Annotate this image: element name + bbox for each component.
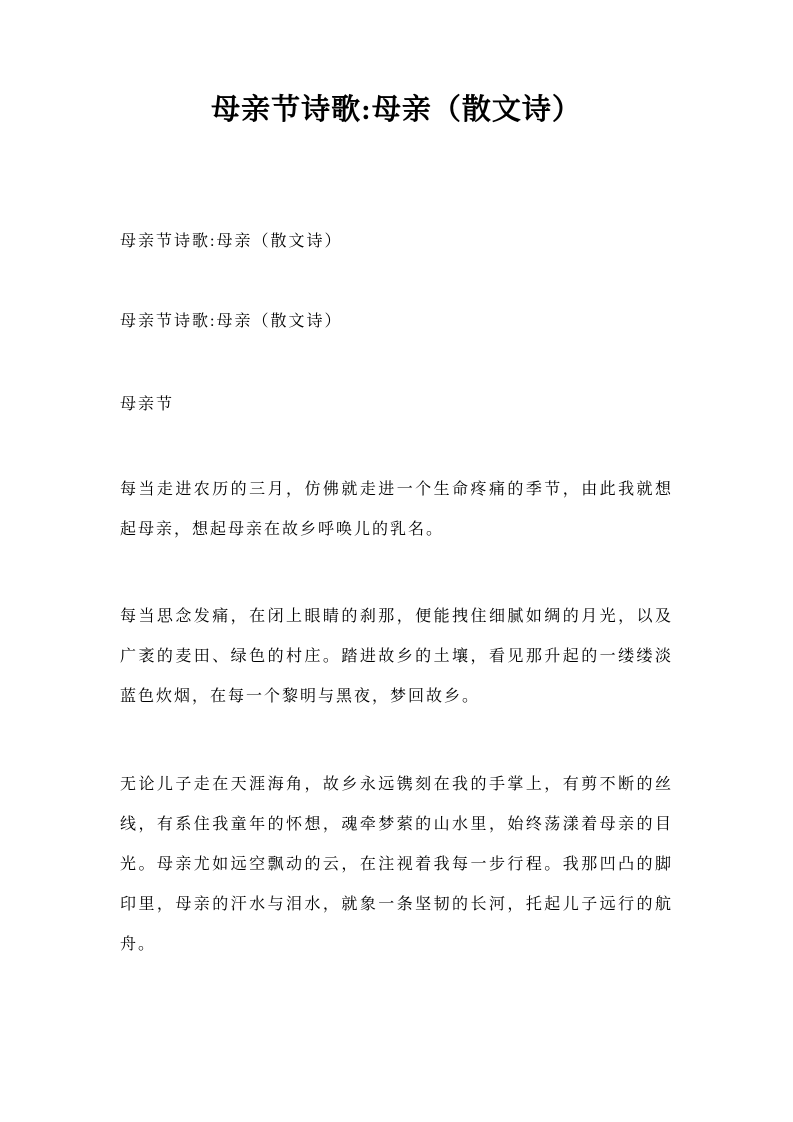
paragraph-body-2: 每当思念发痛，在闭上眼睛的刹那，便能拽住细腻如绸的月光，以及广袤的麦田、绿色的村庄。踏进故乡的土壤，看见那升起的一缕缕淡蓝色炊烟，在每一个黎明与黑夜，梦回故乡。 (120, 608, 673, 705)
document-title: 母亲节诗歌:母亲（散文诗） (211, 94, 582, 126)
paragraph-subheading: 母亲节 (120, 396, 175, 413)
paragraph-body-1: 每当走进农历的三月，仿佛就走进一个生命疼痛的季节，由此我就想起母亲，想起母亲在故乡呼唤儿的乳名。 (120, 481, 673, 538)
paragraph-title-repeat-1: 母亲节诗歌:母亲（散文诗） (120, 233, 343, 250)
paragraph-title-repeat-2: 母亲节诗歌:母亲（散文诗） (120, 313, 343, 330)
document-page (0, 88, 793, 1122)
paragraph-body-3: 无论儿子走在天涯海角，故乡永远镌刻在我的手掌上，有剪不断的丝线，有系住我童年的怀想，魂牵梦萦的山水里，始终荡漾着母亲的目光。母亲尤如远空飘动的云，在注视着我每一步行程。我那凹凸的脚印里，母亲的汗水与泪水，就象一条坚韧的长河，托起儿子远行的航舟。 (120, 776, 673, 953)
